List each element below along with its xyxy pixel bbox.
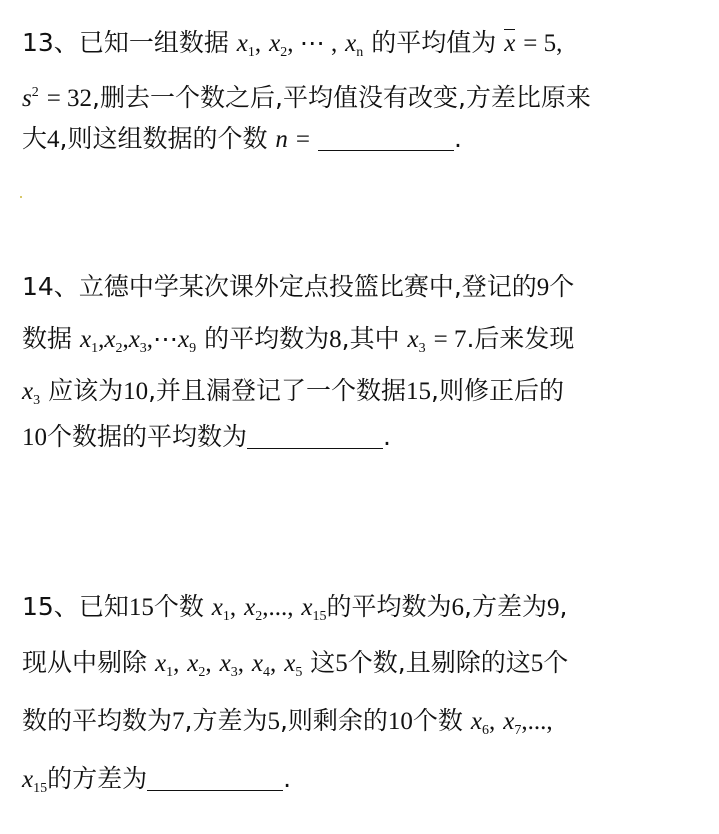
text: ,则剩余的 [279,706,388,735]
math-number: 6 [451,594,465,621]
text: 大 [22,124,48,153]
text: ,则修正后的 [431,376,564,405]
p14-line-4 [22,420,391,455]
math-number: 10 [387,708,413,735]
text: . [453,124,462,153]
math-number: 4 [47,126,60,153]
text: . [283,764,292,793]
math-x15: $x_{15}$ [301,594,327,624]
text: ,方差为 [464,592,547,621]
math-x1: $x_1$ [211,594,230,624]
text: 已知 [78,592,129,621]
math-x1: $x_1$ [236,30,255,60]
text: . [383,422,391,451]
p14-line-1 [22,270,574,305]
text: ,其中 [341,324,400,353]
text: 个数 [412,706,463,735]
math-x7: $x_7$ [503,708,522,738]
math-eq: = 7 [433,326,467,353]
math-number: 9 [547,594,560,621]
problem-number: 13、 [22,28,79,57]
math-x5: $x_5$ [284,650,303,680]
math-x15: $x_{15}$ [22,766,48,796]
answer-blank[interactable] [147,764,283,791]
text: 的方差为 [47,764,148,793]
math-number: 7 [172,708,185,735]
p13-line-1: 13、已知一组数据 $x_1$, $x_2$, ⋯ , $x_n$ 的平均值为 x = 5, [22,28,563,60]
text: ,删去一个数之后,平均值没有改变,方差比原来 [92,83,591,112]
text: 个 [543,648,569,677]
math-number: 5 [267,708,280,735]
text: 的平均数为 [326,592,452,621]
math-x2: $x_2$ [244,594,263,624]
math-eq: = [295,126,310,153]
text: 的平均数为 [204,324,330,353]
math-x6: $x_6$ [470,708,489,738]
math-number: 9 [536,274,550,301]
answer-blank[interactable] [247,422,383,449]
math-eq: = 32 [46,85,93,112]
text: ,方差为 [184,706,268,735]
math-xbar: x [504,30,516,57]
text: 个数据的平均数为 [47,422,248,451]
text: 已知一组数据 [78,28,229,57]
problem-number: 14、 [22,272,79,301]
math-number: 8 [329,326,342,353]
p15-line-3: 数的平均数为7,方差为5,则剩余的10个数 $x_6$, $x_7$,..., [22,706,553,738]
math-n: n [275,126,288,153]
text: .后来发现 [466,324,575,353]
math-xn: $x_n$ [345,30,364,60]
math-x2: $x_2$ [269,30,288,60]
math-x3: $x_3$ [407,326,426,356]
p15-line-4 [22,762,291,806]
math-number: 5 [530,650,544,677]
math-eq: = 5, [523,30,563,57]
text: 立德中学某次课外定点投篮比赛中,登记的 [78,272,537,301]
stray-dot [20,196,22,198]
p13-line-2 [22,76,591,116]
math-number: 10 [123,378,149,405]
text: ,则这组数据的个数 [59,124,268,153]
math-s2: $s^2$ [22,85,39,112]
p15-line-1: 15、已知15个数 $x_1$, $x_2$,..., $x_{15}$的平均数为6,方差为9, [22,592,568,624]
text: 这 [310,648,336,677]
math-number: 15 [128,594,154,621]
text: 应该为 [48,376,124,405]
text: 数据 [22,324,73,353]
text: 个 [549,272,575,301]
p15-line-2: 现从中剔除 $x_1$, $x_2$, $x_3$, $x_4$, $x_5$ 这5个数,且剔除的这5个 [22,648,569,680]
text: ,并且漏登记了一个数据 [148,376,407,405]
math-number: 5 [335,650,348,677]
answer-blank[interactable] [318,124,454,151]
text: 的平均值为 [371,28,497,57]
math-x1: $x_1$ [79,326,99,356]
text: 个数 [153,592,204,621]
p13-line-3 [22,122,462,157]
p14-line-2: 数据 $x_1,x_2,x_3,\cdots x_9$ 的平均数为8,其中 $x_3 = 7$.后来发现 [22,324,575,356]
text: 个数,且剔除的这 [347,648,531,677]
text: , [559,592,568,621]
p14-line-3 [22,374,564,418]
text: 现从中剔除 [22,648,148,677]
math-number: 10 [22,424,47,451]
math-x3: $x_3$ [22,378,41,408]
problem-number: 15、 [22,592,79,621]
text: 数的平均数为 [22,706,173,735]
math-number: 15 [406,378,432,405]
